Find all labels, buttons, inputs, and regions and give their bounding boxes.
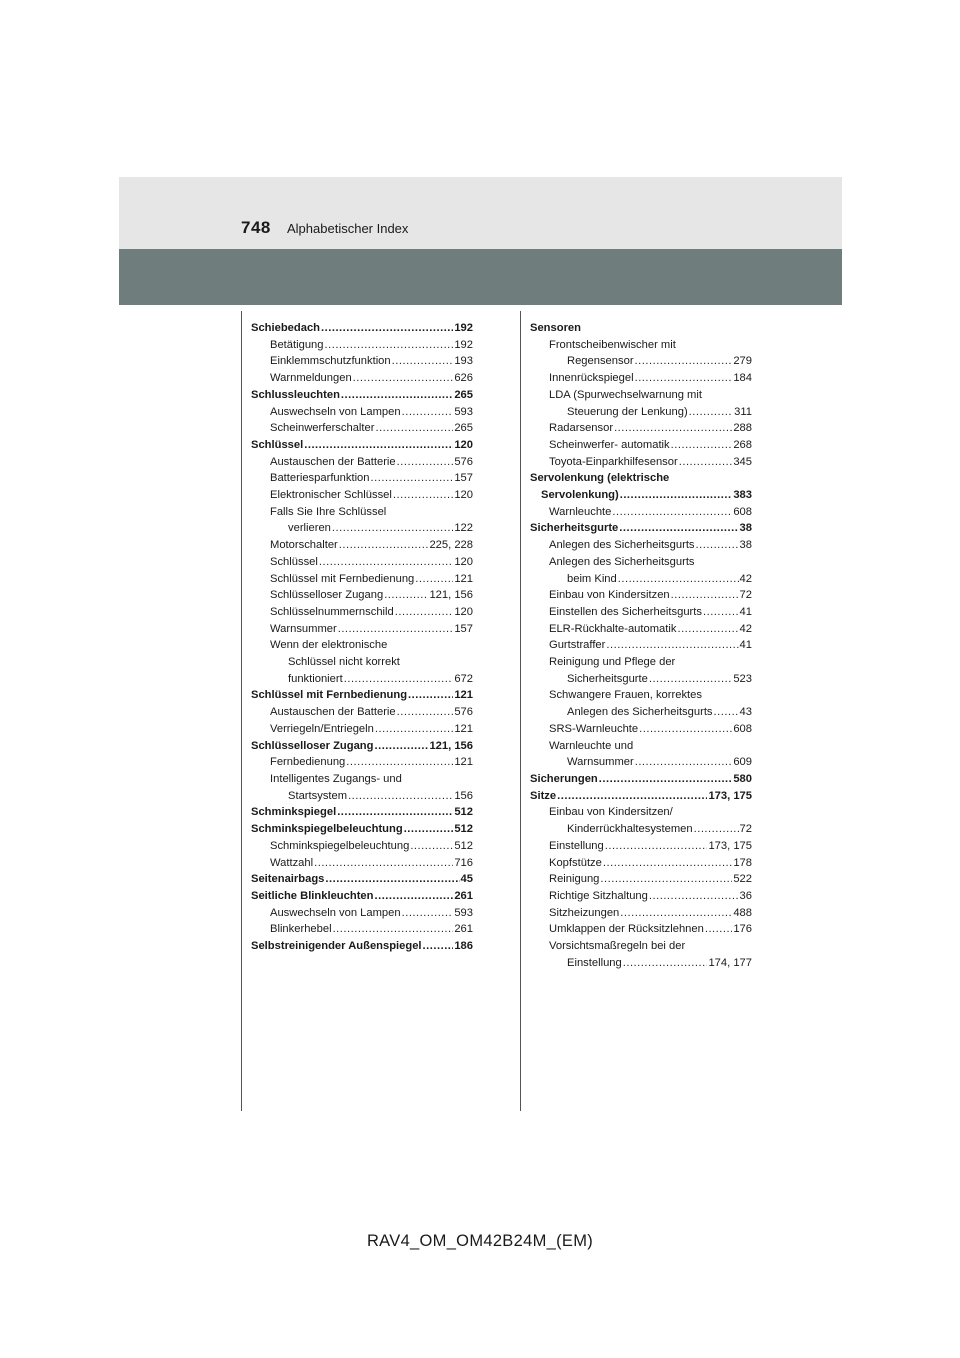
index-entry: [251, 587, 473, 604]
index-entry: [251, 888, 473, 905]
index-entry: [251, 470, 473, 487]
entry-page: 576: [454, 455, 473, 468]
entry-page: 121, 156: [429, 589, 473, 602]
dot-leader: [423, 938, 454, 955]
index-entry: Warnleuchte und: [549, 739, 634, 752]
index-entry: Einbau von Kindersitzen/: [549, 806, 673, 819]
index-entry: [530, 571, 752, 588]
entry-page: 580: [733, 772, 752, 785]
entry-term: Richtige Sitzhaltung: [549, 889, 648, 902]
entry-term: Wattzahl: [270, 856, 314, 869]
dot-leader: [705, 921, 732, 938]
entry-term: Reinigung: [549, 873, 600, 886]
dot-leader: [375, 721, 453, 738]
dot-leader: [635, 353, 733, 370]
index-entry: [530, 437, 752, 454]
entry-page: 261: [454, 889, 473, 902]
index-entry: [530, 404, 752, 421]
entry-term: Radarsensor: [549, 422, 614, 435]
entry-term: Austauschen der Batterie: [270, 706, 396, 719]
index-entry: [251, 487, 473, 504]
entry-term: Batteriesparfunktion: [270, 472, 370, 485]
entry-term: Servolenkung): [541, 489, 619, 502]
column-rule-right: [520, 311, 521, 1111]
dot-leader: [371, 470, 454, 487]
index-entry: [530, 871, 752, 888]
entry-term: Elektronischer Schlüssel: [270, 489, 392, 502]
entry-page: 261: [454, 923, 473, 936]
entry-term: Schiebedach: [251, 322, 321, 334]
entry-term: Schlüsselloser Zugang: [270, 589, 384, 602]
entry-term: Warnmeldungen: [270, 372, 352, 385]
index-entry: [251, 754, 473, 771]
index-entry: LDA (Spurwechselwarnung mit: [549, 388, 702, 401]
index-entry: Frontscheibenwischer mit: [549, 338, 676, 351]
index-entry: [530, 537, 752, 554]
entry-term: Sicherheitsgurte: [567, 672, 648, 685]
index-entry: [530, 788, 752, 805]
dot-leader: [612, 504, 732, 521]
dot-leader: [703, 604, 739, 621]
dot-leader: [384, 587, 428, 604]
entry-term: Warnsummer: [567, 756, 634, 769]
dot-leader: [599, 771, 733, 788]
entry-page: 608: [733, 722, 752, 735]
entry-term: Auswechseln von Lampen: [270, 906, 401, 919]
entry-term: ELR-Rückhalte-automatik: [549, 622, 677, 635]
index-entry: [251, 671, 473, 688]
index-entry: [530, 771, 752, 788]
index-entry: Sensoren: [530, 322, 581, 334]
dot-leader: [671, 437, 733, 454]
index-entry: [530, 587, 752, 604]
dot-leader: [557, 788, 707, 805]
entry-page: 311: [734, 405, 752, 418]
header-band: [119, 249, 842, 305]
entry-page: 488: [733, 906, 752, 919]
index-entry: [251, 687, 473, 704]
index-entry: [530, 487, 752, 504]
entry-term: Gurtstraffer: [549, 639, 606, 652]
index-entry: [251, 387, 473, 404]
index-entry: [530, 454, 752, 471]
entry-page: 72: [739, 589, 752, 602]
entry-term: Betätigung: [270, 338, 324, 351]
entry-page: 512: [454, 806, 473, 819]
index-entry: Anlegen des Sicherheitsgurts: [549, 555, 695, 568]
index-entry: [251, 571, 473, 588]
dot-leader: [620, 487, 733, 504]
index-entry: [251, 804, 473, 821]
dot-leader: [348, 788, 453, 805]
entry-page: 42: [739, 572, 752, 585]
dot-leader: [600, 871, 732, 888]
index-entry: [251, 420, 473, 437]
entry-term: funktioniert: [288, 672, 343, 685]
dot-leader: [714, 704, 739, 721]
entry-page: 121: [454, 722, 473, 735]
entry-term: Kopfstütze: [549, 856, 602, 869]
entry-page: 122: [454, 522, 473, 535]
index-entry: [530, 821, 752, 838]
index-entry: [530, 504, 752, 521]
index-entry: [251, 788, 473, 805]
entry-term: Schlussleuchten: [251, 388, 340, 401]
entry-term: Regensensor: [567, 355, 634, 368]
dot-leader: [603, 855, 732, 872]
dot-leader: [374, 888, 453, 905]
entry-page: 593: [454, 405, 473, 418]
entry-term: Einbau von Kindersitzen: [549, 589, 670, 602]
entry-term: Startsystem: [288, 789, 348, 802]
entry-page: 121: [454, 756, 473, 769]
index-entry: [251, 320, 473, 337]
index-entry: [530, 888, 752, 905]
dot-leader: [339, 537, 429, 554]
index-entry: [251, 520, 473, 537]
entry-page: 716: [454, 856, 473, 869]
entry-term: Einstellen des Sicherheitsgurts: [549, 605, 702, 618]
dot-leader: [605, 838, 708, 855]
index-entry: Reinigung und Pflege der: [549, 656, 676, 669]
index-entry: [530, 704, 752, 721]
entry-term: Einstellung: [549, 839, 604, 852]
entry-term: Motorschalter: [270, 539, 338, 552]
index-entry: [251, 871, 473, 888]
index-entry: [530, 353, 752, 370]
entry-page: 193: [454, 355, 473, 368]
index-entry: [530, 637, 752, 654]
column-rule-left: [241, 311, 242, 1111]
index-entry: Servolenkung (elektrische: [530, 472, 670, 485]
index-entry: [251, 738, 473, 755]
entry-page: 121: [454, 572, 473, 585]
entry-page: 38: [739, 539, 752, 552]
dot-leader: [415, 571, 453, 588]
dot-leader: [696, 537, 739, 554]
entry-page: 120: [454, 489, 473, 502]
index-entry: [530, 370, 752, 387]
entry-page: 120: [454, 555, 473, 568]
dot-leader: [679, 454, 733, 471]
entry-page: 186: [454, 940, 473, 953]
entry-page: 156: [454, 789, 473, 802]
dot-leader: [341, 387, 453, 404]
entry-page: 120: [454, 605, 473, 618]
dot-leader: [408, 687, 453, 704]
entry-page: 576: [454, 706, 473, 719]
index-entry: [251, 855, 473, 872]
entry-page: 43: [739, 706, 752, 719]
dot-leader: [618, 571, 739, 588]
entry-page: 42: [739, 622, 752, 635]
entry-term: Innenrückspiegel: [549, 372, 634, 385]
dot-leader: [649, 888, 739, 905]
dot-leader: [635, 754, 733, 771]
entry-page: 345: [733, 455, 752, 468]
entry-term: Schminkspiegel: [251, 806, 337, 819]
index-entry: [530, 855, 752, 872]
dot-leader: [374, 738, 428, 755]
entry-term: Auswechseln von Lampen: [270, 405, 401, 418]
entry-page: 593: [454, 906, 473, 919]
index-entry: [251, 554, 473, 571]
entry-term: Blinkerhebel: [270, 923, 332, 936]
entry-page: 523: [733, 672, 752, 685]
entry-term: Sicherheitsgurte: [530, 522, 619, 535]
index-entry: [530, 621, 752, 638]
entry-term: Schlüsselloser Zugang: [251, 739, 374, 752]
entry-term: Toyota-Einparkhilfesensor: [549, 455, 678, 468]
entry-page: 265: [454, 388, 473, 401]
entry-term: beim Kind: [567, 572, 617, 585]
entry-term: Steuerung der Lenkung): [567, 405, 688, 418]
index-entry: [251, 704, 473, 721]
entry-page: 626: [454, 372, 473, 385]
entry-term: Schminkspiegelbeleuchtung: [270, 839, 410, 852]
dot-leader: [395, 604, 454, 621]
entry-page: 41: [739, 639, 752, 652]
dot-leader: [404, 821, 454, 838]
entry-page: 41: [739, 605, 752, 618]
entry-term: Seitenairbags: [251, 873, 325, 886]
entry-term: Kinderrückhaltesystemen: [567, 823, 693, 836]
entry-page: 512: [454, 823, 473, 836]
dot-leader: [410, 838, 453, 855]
entry-page: 609: [733, 756, 752, 769]
index-entry: [530, 721, 752, 738]
dot-leader: [337, 804, 453, 821]
index-entry: [530, 671, 752, 688]
dot-leader: [635, 370, 733, 387]
entry-term: Austauschen der Batterie: [270, 455, 396, 468]
dot-leader: [677, 621, 738, 638]
entry-term: Schlüssel: [251, 438, 304, 451]
index-entry: [251, 437, 473, 454]
entry-page: 608: [733, 505, 752, 518]
document-code: RAV4_OM_OM42B24M_(EM): [366, 1232, 594, 1250]
entry-page: 72: [739, 823, 752, 836]
entry-page: 174, 177: [708, 956, 752, 969]
entry-term: Anlegen des Sicherheitsgurts: [567, 706, 713, 719]
entry-term: Einstellung: [567, 956, 622, 969]
index-entry: Intelligentes Zugangs- und: [270, 772, 402, 785]
entry-page: 121: [454, 689, 473, 702]
index-entry: Schlüssel nicht korrekt: [288, 656, 400, 669]
entry-term: Schlüssel mit Fernbedienung: [251, 689, 408, 702]
dot-leader: [333, 921, 454, 938]
dot-leader: [332, 520, 453, 537]
dot-leader: [614, 420, 732, 437]
dot-leader: [392, 353, 454, 370]
dot-leader: [304, 437, 453, 454]
dot-leader: [671, 587, 739, 604]
entry-term: Seitliche Blinkleuchten: [251, 889, 374, 902]
entry-page: 279: [733, 355, 752, 368]
dot-leader: [694, 821, 739, 838]
entry-page: 121, 156: [429, 739, 473, 752]
dot-leader: [689, 404, 733, 421]
index-entry: [251, 838, 473, 855]
section-title: Alphabetischer Index: [287, 221, 409, 236]
index-entry: [530, 604, 752, 621]
index-column-right: [530, 320, 752, 971]
entry-page: 120: [454, 438, 473, 451]
index-entry: [251, 337, 473, 354]
dot-leader: [639, 721, 732, 738]
index-column-left: [251, 320, 473, 955]
index-entry: [251, 905, 473, 922]
index-entry: [530, 838, 752, 855]
entry-page: 512: [454, 839, 473, 852]
entry-page: 225, 228: [429, 539, 473, 552]
entry-term: Umklappen der Rücksitzlehnen: [549, 923, 704, 936]
entry-term: Schlüsselnummernschild: [270, 605, 394, 618]
index-entry: [251, 921, 473, 938]
index-entry: [251, 721, 473, 738]
entry-page: 288: [733, 422, 752, 435]
entry-page: 192: [454, 322, 473, 334]
entry-term: Sitzheizungen: [549, 906, 620, 919]
index-entry: [530, 905, 752, 922]
dot-leader: [402, 404, 454, 421]
dot-leader: [325, 337, 454, 354]
entry-term: Verriegeln/Entriegeln: [270, 722, 374, 735]
entry-page: 672: [454, 672, 473, 685]
entry-term: Scheinwerferschalter: [270, 422, 375, 435]
dot-leader: [325, 871, 459, 888]
index-entry: [251, 604, 473, 621]
dot-leader: [649, 671, 732, 688]
index-entry: [530, 754, 752, 771]
entry-page: 383: [733, 489, 752, 502]
index-entry: [251, 621, 473, 638]
index-entry: [251, 454, 473, 471]
entry-page: 45: [460, 873, 473, 886]
entry-page: 38: [739, 522, 752, 535]
dot-leader: [314, 855, 453, 872]
entry-page: 178: [733, 856, 752, 869]
dot-leader: [397, 454, 454, 471]
entry-page: 522: [733, 873, 752, 886]
dot-leader: [397, 704, 454, 721]
index-entry: [251, 537, 473, 554]
index-entry: Vorsichtsmaßregeln bei der: [549, 940, 686, 953]
index-entry: [251, 370, 473, 387]
entry-term: Sicherungen: [530, 772, 598, 785]
index-entry: [530, 520, 752, 537]
entry-term: Schminkspiegelbeleuchtung: [251, 823, 403, 836]
dot-leader: [623, 955, 708, 972]
entry-term: Warnleuchte: [549, 505, 612, 518]
entry-term: Selbstreinigender Außenspiegel: [251, 940, 422, 953]
index-entry: [530, 420, 752, 437]
entry-page: 157: [454, 622, 473, 635]
index-entry: [251, 353, 473, 370]
index-entry: Wenn der elektronische: [270, 639, 388, 652]
entry-page: 173, 175: [708, 789, 752, 802]
index-entry: [251, 938, 473, 955]
entry-page: 192: [454, 338, 473, 351]
index-entry: [251, 404, 473, 421]
entry-page: 184: [733, 372, 752, 385]
index-entry: Schwangere Frauen, korrektes: [549, 689, 702, 702]
dot-leader: [344, 671, 454, 688]
entry-term: Schlüssel: [270, 555, 318, 568]
entry-term: verlieren: [288, 522, 331, 535]
entry-term: Schlüssel mit Fernbedienung: [270, 572, 415, 585]
entry-page: 157: [454, 472, 473, 485]
header-top-band: [119, 177, 842, 249]
dot-leader: [620, 905, 732, 922]
index-entry: Falls Sie Ihre Schlüssel: [270, 505, 387, 518]
dot-leader: [353, 370, 454, 387]
entry-term: Warnsummer: [270, 622, 337, 635]
index-entry: [251, 821, 473, 838]
dot-leader: [402, 905, 454, 922]
entry-page: 265: [454, 422, 473, 435]
entry-term: SRS-Warnleuchte: [549, 722, 639, 735]
dot-leader: [319, 554, 453, 571]
entry-term: Sitze: [530, 789, 557, 802]
dot-leader: [338, 621, 454, 638]
dot-leader: [375, 420, 453, 437]
dot-leader: [606, 637, 738, 654]
entry-term: Fernbedienung: [270, 756, 346, 769]
entry-page: 173, 175: [708, 839, 752, 852]
entry-term: Einklemmschutzfunktion: [270, 355, 391, 368]
dot-leader: [619, 520, 738, 537]
dot-leader: [321, 320, 453, 337]
entry-page: 36: [739, 889, 752, 902]
entry-term: Scheinwerfer- automatik: [549, 438, 670, 451]
entry-term: Anlegen des Sicherheitsgurts: [549, 539, 695, 552]
page-number: 748: [241, 218, 271, 237]
dot-leader: [393, 487, 453, 504]
entry-page: 268: [733, 438, 752, 451]
dot-leader: [346, 754, 453, 771]
index-entry: [530, 921, 752, 938]
entry-page: 176: [733, 923, 752, 936]
index-entry: [530, 955, 752, 972]
